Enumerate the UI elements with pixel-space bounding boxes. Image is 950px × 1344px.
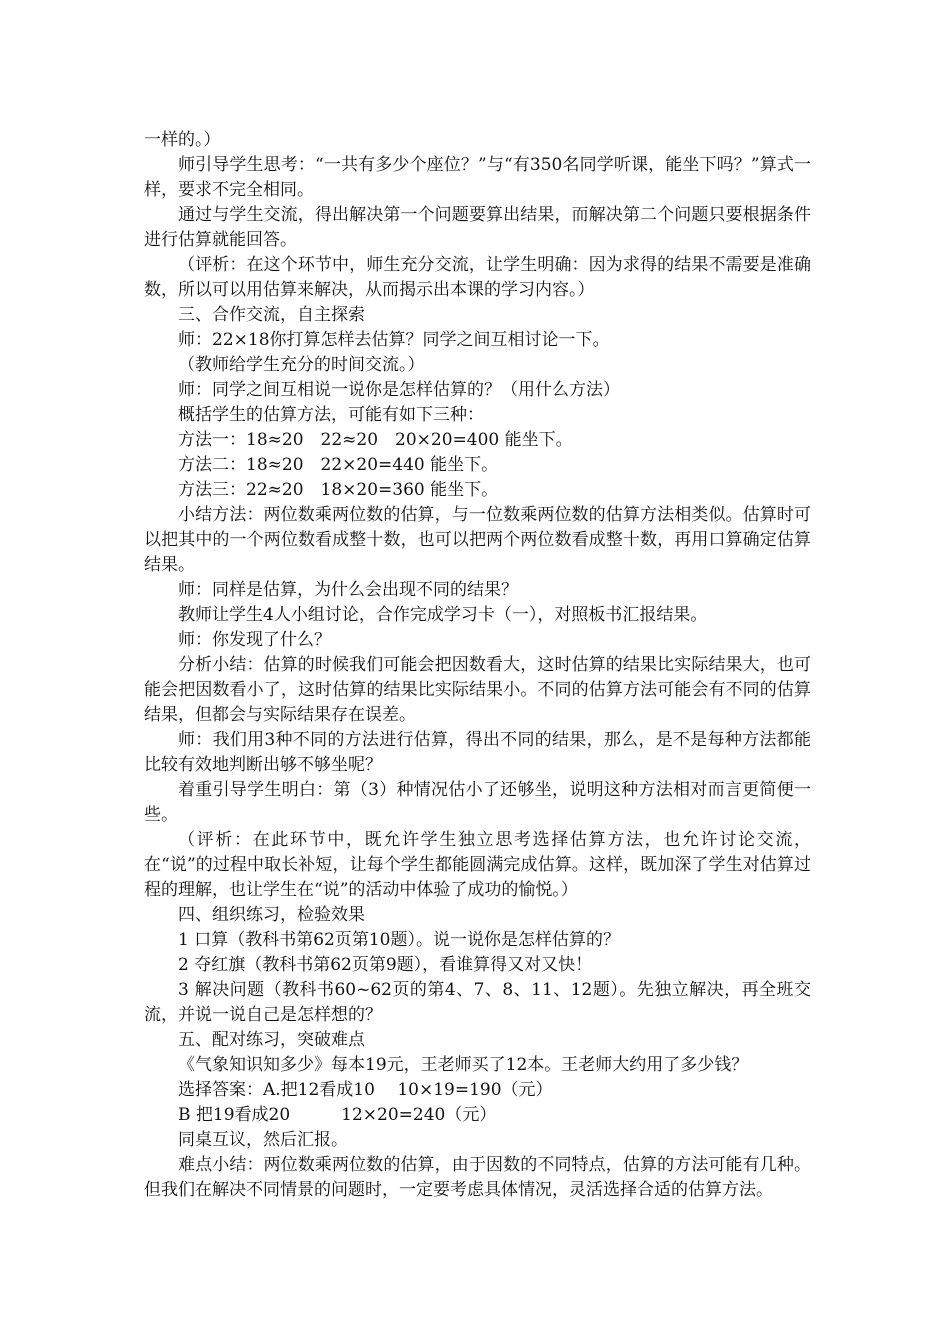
paragraph: 小结方法：两位数乘两位数的估算，与一位数乘两位数的估算方法相类似。估算时可以把其中的一个两位数看成整十数，也可以把两个两位数看成整十数，再用口算确定估算结果。 — [144, 505, 811, 575]
paragraph: 1 口算（教科书第62页第10题）。说一说你是怎样估算的？ — [178, 930, 620, 950]
paragraph: 方法一：18≈20 22≈20 20×20=400 能坐下。 — [178, 430, 573, 450]
paragraph: 同桌互议，然后汇报。 — [178, 1130, 348, 1150]
paragraph: 师引导学生思考：“一共有多少个座位？”与“有350名同学听课，能坐下吗？”算式一样，要求不完全相同。 — [144, 155, 811, 200]
paragraph: 方法二：18≈20 22×20=440 能坐下。 — [178, 455, 499, 475]
paragraph: 方法三：22≈20 18×20=360 能坐下。 — [178, 480, 499, 500]
paragraph: 3 解决问题（教科书60~62页的第4、7、8、11、12题）。先独立解决，再全班交流，并说一说自己是怎样想的？ — [144, 980, 811, 1025]
paragraph: 选择答案：A.把12看成10 10×19=190（元） — [178, 1080, 553, 1100]
paragraph: 教师让学生4人小组讨论，合作完成学习卡（一），对照板书汇报结果。 — [178, 605, 708, 625]
paragraph: 分析小结：估算的时候我们可能会把因数看大，这时估算的结果比实际结果大，也可能会把因数看小了，这时估算的结果比实际结果小。不同的估算方法可能会有不同的估算结果，但都会与实际结果存在误差。 — [144, 655, 811, 725]
paragraph: 四、组织练习，检验效果 — [178, 905, 365, 925]
paragraph: 三、合作交流，自主探索 — [178, 305, 365, 325]
paragraph: 师：我们用3种不同的方法进行估算，得出不同的结果，那么，是不是每种方法都能比较有效地判断出够不够坐呢？ — [144, 730, 811, 775]
document-page — [144, 128, 811, 1203]
paragraph: 五、配对练习，突破难点 — [178, 1030, 365, 1050]
paragraph: （教师给学生充分的时间交流。） — [178, 355, 425, 375]
paragraph: B 把19看成20 12×20=240（元） — [178, 1105, 497, 1125]
paragraph: 难点小结：两位数乘两位数的估算，由于因数的不同特点，估算的方法可能有几种。但我们在解决不同情景的问题时，一定要考虑具体情况，灵活选择合适的估算方法。 — [144, 1155, 811, 1200]
paragraph: 概括学生的估算方法，可能有如下三种： — [178, 405, 484, 425]
paragraph: 师：同样是估算，为什么会出现不同的结果？ — [178, 580, 518, 600]
paragraph: 2 夺红旗（教科书第62页第9题），看谁算得又对又快！ — [178, 955, 593, 975]
paragraph: 通过与学生交流，得出解决第一个问题要算出结果，而解决第二个问题只要根据条件进行估算就能回答。 — [144, 205, 811, 250]
paragraph: 师：你发现了什么？ — [178, 630, 331, 650]
paragraph: 《气象知识知多少》每本19元，王老师买了12本。王老师大约用了多少钱？ — [178, 1055, 749, 1075]
paragraph: 着重引导学生明白：第（3）种情况估小了还够坐，说明这种方法相对而言更简便一些。 — [144, 780, 811, 825]
paragraph: 师：同学之间互相说一说你是怎样估算的？（用什么方法） — [178, 380, 620, 400]
paragraph: （评析：在此环节中，既允许学生独立思考选择估算方法，也允许讨论交流，在“说”的过程中取长补短，让每个学生都能圆满完成估算。这样，既加深了学生对估算过程的理解，也让学生在“说”的活动中体验了成功的愉悦。） — [144, 830, 811, 900]
paragraph: （评析：在这个环节中，师生充分交流，让学生明确：因为求得的结果不需要是准确数，所以可以用估算来解决，从而揭示出本课的学习内容。） — [144, 255, 811, 300]
paragraph: 一样的。） — [144, 130, 221, 150]
paragraph: 师：22×18你打算怎样去估算？同学之间互相讨论一下。 — [178, 330, 610, 350]
